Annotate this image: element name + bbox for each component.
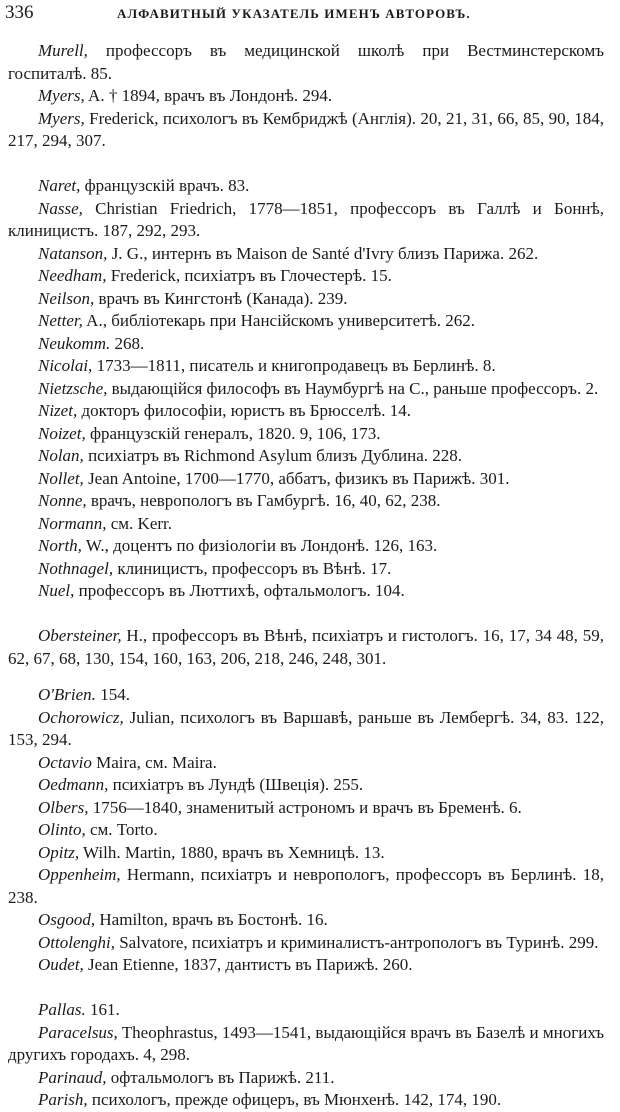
group-separator (8, 670, 604, 684)
index-entry (8, 909, 604, 932)
page-header (5, 2, 605, 28)
entry-description: 268. (110, 333, 145, 353)
index-entry (8, 707, 604, 752)
index-entry (8, 864, 604, 909)
author-name: North, (38, 536, 82, 555)
entry-description: Hermann, психіатръ и невропологъ, профессоръ въ Берлинѣ. 18, 238. (8, 865, 604, 907)
author-name: Myers, (38, 86, 85, 105)
author-name: Pallas. (38, 1000, 86, 1019)
index-entry (8, 108, 604, 153)
author-name: Nietzsche, (38, 378, 108, 398)
entry-description: 161. (85, 1000, 120, 1019)
page-number: 336 (5, 2, 34, 23)
author-name: Noizet, (38, 423, 86, 443)
entry-description: W., доцентъ по физіологіи въ Лондонѣ. 126, 163. (81, 536, 438, 555)
author-name: Opitz, (38, 842, 80, 862)
index-entry (8, 954, 604, 977)
index-entry (8, 333, 604, 356)
index-entry (8, 558, 604, 581)
author-name: Neukomm. (38, 333, 111, 353)
entry-description: офтальмологъ въ Парижѣ. 211. (106, 1067, 335, 1087)
index-entry (8, 684, 604, 707)
index-entry (8, 1022, 604, 1067)
index-entry (8, 265, 604, 288)
index-entry (8, 400, 604, 423)
entry-description: 1756—1840, знаменитый астрономъ и врачъ въ Бременѣ. 6. (88, 797, 522, 817)
entry-description: врачъ, невропологъ въ Гамбургѣ. 16, 40, 62, 238. (86, 491, 441, 510)
author-name: Nicolai, (38, 356, 93, 375)
entry-description: см. Kerr. (106, 513, 172, 533)
author-name: Needham, (38, 266, 107, 285)
entry-description: J. G., интернъ въ Maison de Santé d'Ivry близъ Парижа. 262. (107, 243, 539, 263)
entry-description: клиницистъ, профессоръ въ Вѣнѣ. 17. (113, 558, 392, 578)
index-entry (8, 423, 604, 446)
index-entry (8, 1067, 604, 1090)
entry-description: Julian, психологъ въ Варшавѣ, раньше въ Лембергѣ. 34, 83. 122, 153, 294. (8, 707, 604, 749)
entry-description: H., профессоръ въ Вѣнѣ, психіатръ и гистологъ. 16, 17, 34 48, 59, 62, 67, 68, 130, 154, 160, 163, 206, 218, 246, 248, 301. (8, 626, 604, 668)
author-name: Parinaud, (38, 1067, 107, 1087)
index-entry (8, 797, 604, 820)
index-entry (8, 378, 604, 401)
index-entry (8, 842, 604, 865)
entry-description: Salvatore, психіатръ и криминалистъ-антропологъ въ Туринѣ. 299. (114, 932, 599, 952)
author-name: Olbers, (38, 797, 89, 817)
author-name: Obersteiner, (38, 626, 122, 645)
index-entry (8, 445, 604, 468)
index-entry (8, 310, 604, 333)
entry-description: французскій врачъ. 83. (80, 176, 250, 195)
author-index (8, 40, 604, 1112)
entry-description: 1733—1811, писатель и книгопродавецъ въ Берлинѣ. 8. (92, 356, 496, 375)
entry-description: Jean Etienne, 1837, дантистъ въ Парижѣ. 260. (83, 955, 413, 974)
entry-description: 154. (95, 685, 130, 704)
index-entry (8, 580, 604, 603)
index-entry (8, 468, 604, 491)
entry-description: Frederick, психіатръ въ Глочестерѣ. 15. (106, 266, 392, 285)
author-name: Neilson, (38, 288, 95, 308)
author-name: Ochorowicz, (38, 707, 124, 727)
entry-description: Maira, см. Maira. (91, 752, 217, 772)
entry-description: A., библіотекарь при Нансійскомъ университетѣ. 262. (82, 311, 476, 330)
author-name: Octavio (38, 752, 92, 772)
index-entry (8, 243, 604, 266)
entry-description: Frederick, психологъ въ Кембриджѣ (Англія). 20, 21, 31, 66, 85, 90, 184, 217, 294, 307. (8, 108, 604, 150)
entry-description: психологъ, прежде офицеръ, въ Мюнхенѣ. 142, 174, 190. (87, 1090, 502, 1109)
author-name: Nollet, (38, 468, 84, 488)
author-name: Nothnagel, (38, 558, 114, 578)
entry-description: A. † 1894, врачъ въ Лондонѣ. 294. (84, 86, 333, 105)
index-entry (8, 774, 604, 797)
author-name: Oudet, (38, 955, 84, 974)
entry-description: психіатръ въ Лундѣ (Швеція). 255. (108, 775, 364, 794)
author-name: Natanson, (38, 243, 108, 263)
index-entry (8, 40, 604, 85)
index-entry (8, 752, 604, 775)
entry-description: профессоръ въ Люттихѣ, офтальмологъ. 104. (74, 581, 405, 600)
author-name: Oppenheim, (38, 865, 121, 884)
entry-description: психіатръ въ Richmond Asylum близъ Дублина. 228. (83, 446, 463, 465)
entry-description: французскій генералъ, 1820. 9, 106, 173. (85, 423, 381, 443)
author-name: Netter, (38, 311, 83, 330)
index-entry (8, 85, 604, 108)
index-entry (8, 175, 604, 198)
entry-description: см. Torto. (85, 820, 158, 839)
author-name: Oedmann, (38, 775, 109, 794)
entry-description: докторъ философіи, юристъ въ Брюсселѣ. 14. (77, 401, 412, 420)
author-name: Murell, (38, 41, 88, 60)
entry-description: Theophrastus, 1493—1541, выдающійся врачъ въ Базелѣ и многихъ другихъ городахъ. 4, 298. (8, 1022, 604, 1064)
author-name: Nuel, (38, 581, 75, 600)
index-entry (8, 932, 604, 955)
index-entry (8, 355, 604, 378)
index-entry (8, 1089, 604, 1112)
entry-description: Jean Antoine, 1700—1770, аббатъ, физикъ въ Парижѣ. 301. (83, 468, 510, 488)
index-entry (8, 535, 604, 558)
author-name: Ottolenghi, (38, 932, 115, 952)
group-separator (8, 603, 604, 626)
author-name: Myers, (38, 108, 85, 128)
index-entry (8, 198, 604, 243)
entry-description: Christian Friedrich, 1778—1851, профессоръ въ Галлѣ и Боннѣ, клиницистъ. 187, 292, 293. (8, 198, 604, 240)
author-name: Parish, (38, 1090, 88, 1109)
index-entry (8, 625, 604, 670)
author-name: Olinto, (38, 820, 86, 839)
entry-description: врачъ въ Кингстонѣ (Канада). 239. (94, 288, 348, 308)
author-name: Nizet, (38, 401, 78, 420)
entry-description: выдающійся философъ въ Наумбургѣ на С., раньше профессоръ. 2. (107, 378, 599, 398)
running-title: АЛФАВИТНЫЙ УКАЗАТЕЛЬ ИМЕНЪ АВТОРОВЪ. (117, 6, 471, 21)
index-entry (8, 513, 604, 536)
author-name: Nolan, (38, 446, 84, 465)
author-name: Paracelsus, (38, 1022, 118, 1042)
author-name: Nonne, (38, 491, 87, 510)
author-name: Normann, (38, 513, 107, 533)
index-entry (8, 490, 604, 513)
author-name: Nasse, (38, 198, 83, 218)
entry-description: профессоръ въ медицинской школѣ при Вестминстерскомъ госпиталѣ. 85. (8, 41, 604, 83)
index-entry (8, 819, 604, 842)
author-name: Osgood, (38, 910, 96, 929)
index-entry (8, 288, 604, 311)
author-name: O'Brien. (38, 685, 96, 704)
entry-description: Hamilton, врачъ въ Бостонѣ. 16. (95, 910, 328, 929)
index-entry (8, 999, 604, 1022)
author-name: Naret, (38, 176, 81, 195)
group-separator (8, 153, 604, 176)
entry-description: Wilh. Martin, 1880, врачъ въ Хемницѣ. 13. (79, 842, 385, 862)
